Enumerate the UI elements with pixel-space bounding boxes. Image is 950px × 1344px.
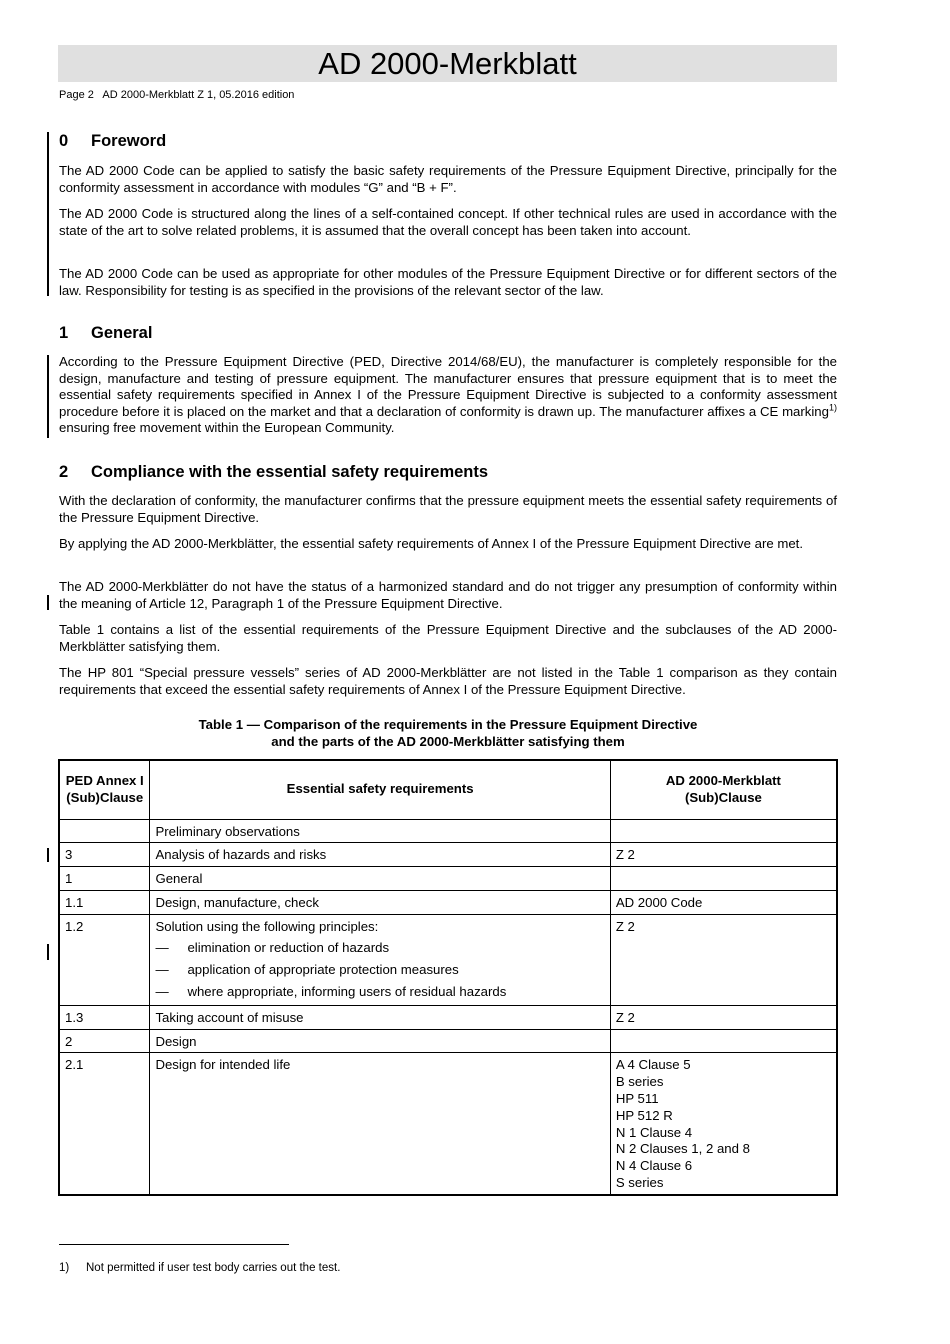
header-requirements: Essential safety requirements	[150, 760, 610, 819]
table-row	[59, 1029, 837, 1053]
paragraph: By applying the AD 2000-Merkblätter, the essential safety requirements of Annex I of the Pressure Equipment Directive are met.	[59, 536, 804, 551]
table-row	[59, 1005, 837, 1029]
table-row	[59, 1053, 837, 1195]
table-row	[59, 867, 837, 891]
footnote-ref[interactable]: 1)	[828, 402, 837, 413]
cell-ad	[610, 819, 837, 843]
cell-requirement: Preliminary observations	[150, 819, 610, 843]
cell-clause: 2.1	[59, 1053, 150, 1195]
section-title: General	[91, 324, 153, 342]
cell-clause	[59, 819, 150, 843]
paragraph: With the declaration of conformity, the manufacturer confirms that the pressure equipment meets the essential safety requirements of the Pressure Equipment Directive.	[59, 493, 837, 525]
change-bar	[47, 848, 49, 862]
change-bar	[47, 132, 49, 296]
ad-line: S series	[615, 1175, 664, 1191]
cell-clause: 1.1	[59, 890, 150, 914]
cell-requirement	[150, 914, 610, 1005]
cell-requirement: Design, manufacture, check	[150, 890, 610, 914]
cell-clause: 1	[59, 867, 150, 891]
cell-requirement: Taking account of misuse	[150, 1005, 610, 1029]
bullet-text: application of appropriate protection measures	[187, 962, 459, 978]
section-heading-foreword	[59, 132, 166, 151]
cell-ad: Z 2	[610, 843, 837, 867]
cell-ad	[610, 1053, 837, 1195]
dash-icon: —	[155, 962, 169, 978]
change-bar	[47, 595, 49, 610]
cell-requirement: Analysis of hazards and risks	[150, 843, 610, 867]
dash-icon: —	[155, 940, 169, 956]
paragraph: Table 1 contains a list of the essential requirements of the Pressure Equipment Directive and the subclauses of the AD 2000-Merkblätter satisfying them.	[59, 622, 837, 654]
section-number: 2	[59, 463, 69, 481]
ad-line: HP 512 R	[615, 1107, 673, 1123]
footnote-number: 1)	[59, 1262, 70, 1274]
cell-ad	[610, 867, 837, 891]
change-bar	[47, 355, 49, 438]
ad-line: N 4 Clause 6	[615, 1158, 693, 1174]
document-header-title: AD 2000-Merkblatt	[58, 45, 837, 82]
cell-requirement: Design	[150, 1029, 610, 1053]
cell-ad	[610, 1029, 837, 1053]
paragraph: The AD 2000 Code can be used as appropriate for other modules of the Pressure Equipment Directive or for different sectors of the law. Responsibility for testing is as specified in the provisions of the relevant sector of the law.	[59, 266, 837, 298]
cell-requirement: Design for intended life	[150, 1053, 610, 1195]
paragraph	[59, 354, 837, 437]
comparison-table	[58, 759, 838, 1196]
bullet-item	[155, 940, 604, 957]
table-row	[59, 914, 837, 1005]
footnote	[59, 1262, 340, 1274]
section-heading-compliance	[59, 463, 488, 482]
table-caption	[59, 716, 837, 750]
footnote-text: Not permitted if user test body carries out the test.	[86, 1262, 341, 1274]
header-ad-clause: AD 2000-Merkblatt (Sub)Clause	[610, 760, 837, 819]
cell-clause: 2	[59, 1029, 150, 1053]
header-ped-clause: PED Annex I (Sub)Clause	[59, 760, 150, 819]
table-row	[59, 819, 837, 843]
caption-line: and the parts of the AD 2000-Merkblätter satisfying them	[271, 734, 625, 749]
ad-line: A 4 Clause 5	[615, 1057, 691, 1073]
paragraph: The HP 801 “Special pressure vessels” series of AD 2000-Merkblätter are not listed in the Table 1 comparison as they contain requirements that exceed the essential safety requirements of Annex I of the Pressure Equipment Directive.	[59, 665, 837, 697]
cell-requirement: General	[150, 867, 610, 891]
paragraph-text: According to the Pressure Equipment Directive (PED, Directive 2014/68/EU), the manufacturer is completely responsible for the design, manufacture and testing of pressure equipment. The manufacturer ensures that pressure equipment that is to meet the essential safety requirements specified in Annex I of the Pressure Equipment Directive is subjected to a conformity assessment procedure before it is placed on the market and that a declaration of conformity is drawn up. The manufacturer affixes a CE marking	[59, 354, 837, 419]
paragraph-text: ensuring free movement within the European Community.	[59, 420, 395, 436]
paragraph: The AD 2000-Merkblätter do not have the status of a harmonized standard and do not trigger any presumption of conformity within the meaning of Article 12, Paragraph 1 of the Pressure Equipment Directive.	[59, 579, 837, 611]
footnote-separator	[59, 1244, 289, 1245]
table-header-row	[59, 760, 837, 819]
table-row	[59, 843, 837, 867]
table-row	[59, 890, 837, 914]
paragraph: The AD 2000 Code can be applied to satisfy the basic safety requirements of the Pressure Equipment Directive, principally for the conformity assessment in accordance with modules “G” and “B + F”.	[59, 163, 837, 195]
cell-ad: AD 2000 Code	[610, 890, 837, 914]
bullet-item	[155, 962, 604, 979]
section-title: Compliance with the essential safety requirements	[91, 463, 489, 481]
page-line: Page 2 AD 2000-Merkblatt Z 1, 05.2016 edition	[59, 89, 295, 101]
ad-line: HP 511	[615, 1091, 659, 1107]
section-title: Foreword	[91, 132, 167, 150]
section-heading-general	[59, 324, 152, 343]
paragraph: The AD 2000 Code is structured along the lines of a self-contained concept. If other technical rules are used in accordance with the state of the art to solve related problems, it is assumed that the overall concept has been taken into account.	[59, 206, 837, 238]
change-bar	[47, 944, 49, 960]
ad-line: N 2 Clauses 1, 2 and 8	[615, 1141, 750, 1157]
cell-ad: Z 2	[610, 914, 837, 1005]
bullet-text: elimination or reduction of hazards	[187, 940, 390, 956]
cell-ad: Z 2	[610, 1005, 837, 1029]
dash-icon: —	[155, 984, 169, 1000]
cell-clause: 1.3	[59, 1005, 150, 1029]
cell-clause: 1.2	[59, 914, 150, 1005]
section-number: 0	[59, 132, 69, 150]
bullet-item	[155, 984, 604, 1001]
ad-line: N 1 Clause 4	[615, 1124, 693, 1140]
requirement-text: Solution using the following principles:	[155, 918, 379, 934]
caption-line: Table 1 — Comparison of the requirements in the Pressure Equipment Directive	[198, 717, 698, 732]
ad-line: B series	[615, 1074, 664, 1090]
cell-clause: 3	[59, 843, 150, 867]
bullet-text: where appropriate, informing users of residual hazards	[187, 984, 507, 1000]
section-number: 1	[59, 324, 69, 342]
